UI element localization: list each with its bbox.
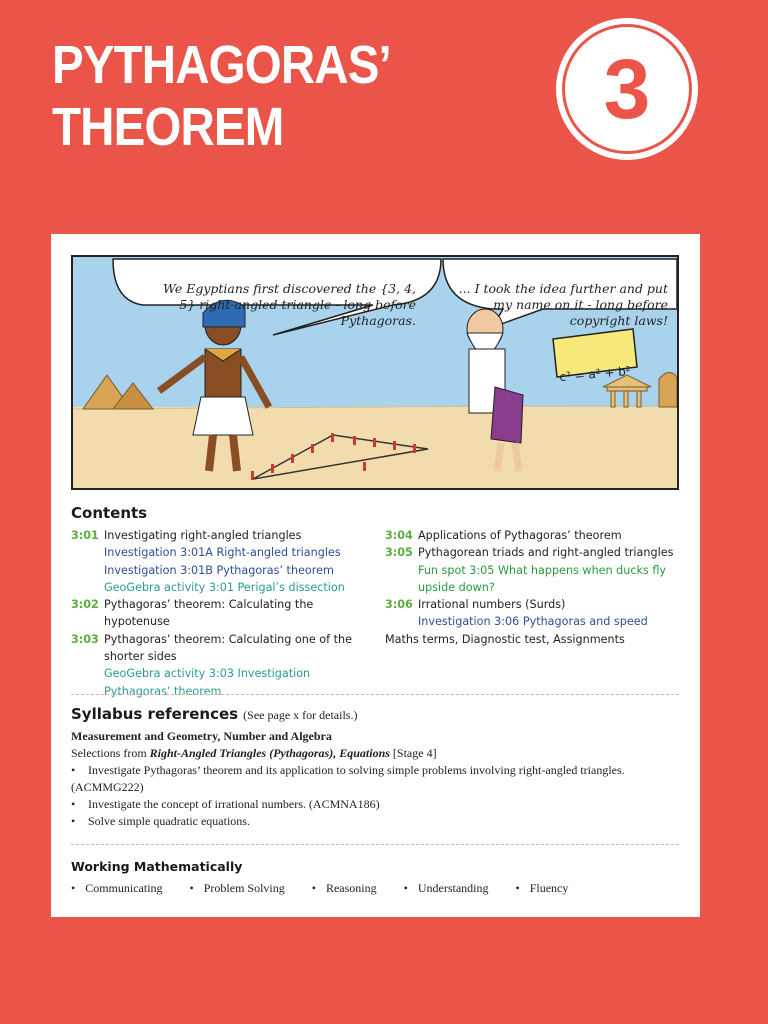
syllabus-selections (71, 745, 681, 762)
bullet-icon: • (71, 763, 76, 777)
contents-entry-text: Irrational numbers (Surds) (418, 598, 566, 612)
contents-entry (71, 544, 371, 561)
contents-entry (71, 579, 371, 596)
working-mathematically-item-label: Understanding (417, 881, 489, 895)
contents-entry-number: 3:05 (385, 546, 413, 560)
cartoon-panel (71, 255, 679, 490)
working-mathematically-item-label: Problem Solving (203, 881, 285, 895)
contents-entry (385, 544, 685, 561)
contents-entry (71, 527, 371, 544)
content-card (51, 234, 700, 917)
syllabus-bullet-code: (ACMMG222) (71, 780, 144, 794)
bullet-icon: • (515, 881, 520, 895)
working-mathematically-item (404, 881, 489, 896)
contents-entry-number (71, 579, 104, 596)
divider (71, 844, 679, 845)
contents-entry-number (71, 544, 104, 561)
contents-entry (71, 631, 371, 666)
speech-bubble-pythagoras: ... I took the idea further and put my name on it - long before copyright laws! (458, 281, 668, 328)
selections-prefix: Selections from (71, 746, 147, 760)
chapter-title-line1: PYTHAGORAS’ (52, 35, 391, 95)
selections-stage: [Stage 4] (392, 746, 437, 760)
working-mathematically-list (71, 881, 595, 896)
contents-extra-line: Maths terms, Diagnostic test, Assignments (385, 632, 625, 646)
working-mathematically-item-label: Fluency (529, 881, 569, 895)
bullet-icon: • (189, 881, 194, 895)
contents-entry (385, 613, 685, 630)
formula-sign: c² = a² + b² (558, 363, 632, 385)
bullet-icon: • (71, 797, 76, 811)
syllabus-note: (See page x for details.) (243, 708, 358, 722)
working-mathematically-item (312, 881, 377, 896)
contents-entry-text: Investigation 3:01A Right-angled triangles (104, 546, 341, 560)
working-mathematically-item-label: Communicating (85, 881, 163, 895)
contents-right-column (385, 527, 685, 648)
contents-entry-text: Applications of Pythagoras’ theorem (418, 529, 622, 542)
contents-title: Contents (71, 504, 148, 522)
speech-bubble-egyptian: We Egyptians first discovered the {3, 4, 5} right-angled triangle - long before Pythagoras. (163, 281, 416, 328)
bullet-icon: • (403, 881, 408, 895)
contents-entry-number (385, 613, 418, 630)
syllabus-bullet (71, 813, 681, 830)
contents-entry-text: GeoGebra activity 3:01 Perigal’s dissection (104, 580, 345, 594)
divider (71, 694, 679, 695)
contents-entry-text: GeoGebra activity 3:03 Investigation Pythagoras’ theorem (104, 667, 311, 698)
contents-entry-text: Investigating right-angled triangles (104, 529, 302, 542)
working-mathematically-item (190, 881, 285, 896)
syllabus-heading (71, 704, 357, 723)
chapter-title-line2: THEOREM (52, 97, 284, 157)
working-mathematically-item-label: Reasoning (325, 881, 377, 895)
contents-entry-number: 3:01 (71, 529, 99, 542)
contents-entry-text: Pythagoras’ theorem: Calculating the hypotenuse (104, 598, 314, 629)
contents-entry-number: 3:03 (71, 632, 99, 646)
syllabus-bullet-text: Investigate the concept of irrational numbers. (ACMNA186) (88, 797, 380, 811)
contents-entry-text: Investigation 3:06 Pythagoras and speed (418, 615, 648, 629)
syllabus-bullet-text: Investigate Pythagoras’ theorem and its application to solving simple problems involving right-angled triangles. (88, 763, 625, 777)
contents-entry (385, 562, 685, 597)
syllabus-title: Syllabus references (71, 705, 239, 723)
bullet-icon: • (311, 881, 316, 895)
contents-entry-text: Pythagorean triads and right-angled triangles (418, 546, 674, 560)
chapter-title (52, 34, 391, 158)
working-mathematically-title: Working Mathematically (71, 859, 243, 874)
chapter-number-badge (556, 18, 698, 160)
contents-left-column (71, 527, 371, 700)
working-mathematically-item (515, 881, 568, 896)
bullet-icon: • (71, 814, 76, 828)
contents-entry-number (385, 562, 418, 597)
selections-topics: Right-Angled Triangles (Pythagoras), Equations (149, 746, 390, 760)
contents-entry-text: Pythagoras’ theorem: Calculating one of the shorter sides (104, 632, 353, 664)
chapter-number: 3 (562, 24, 692, 154)
contents-entry-text: Fun spot 3:05 What happens when ducks fly upside down? (418, 563, 667, 594)
contents-entry-number: 3:04 (385, 529, 413, 542)
syllabus-strand: Measurement and Geometry, Number and Algebra (71, 729, 332, 743)
working-mathematically-item (71, 881, 163, 896)
contents-entry-number: 3:06 (385, 598, 413, 612)
syllabus-bullet-text: Solve simple quadratic equations. (88, 814, 250, 828)
syllabus-bullet (71, 762, 681, 779)
contents-entry-text: Investigation 3:01B Pythagoras’ theorem (104, 563, 334, 577)
contents-entry-number (71, 562, 104, 579)
contents-entry-number: 3:02 (71, 598, 99, 612)
contents-entry (71, 596, 371, 631)
syllabus-bullets (71, 762, 681, 830)
syllabus-bullet (71, 796, 681, 813)
contents-entry (71, 562, 371, 579)
contents-entry (385, 527, 685, 544)
bullet-icon: • (71, 881, 76, 895)
contents-entry (385, 596, 685, 613)
